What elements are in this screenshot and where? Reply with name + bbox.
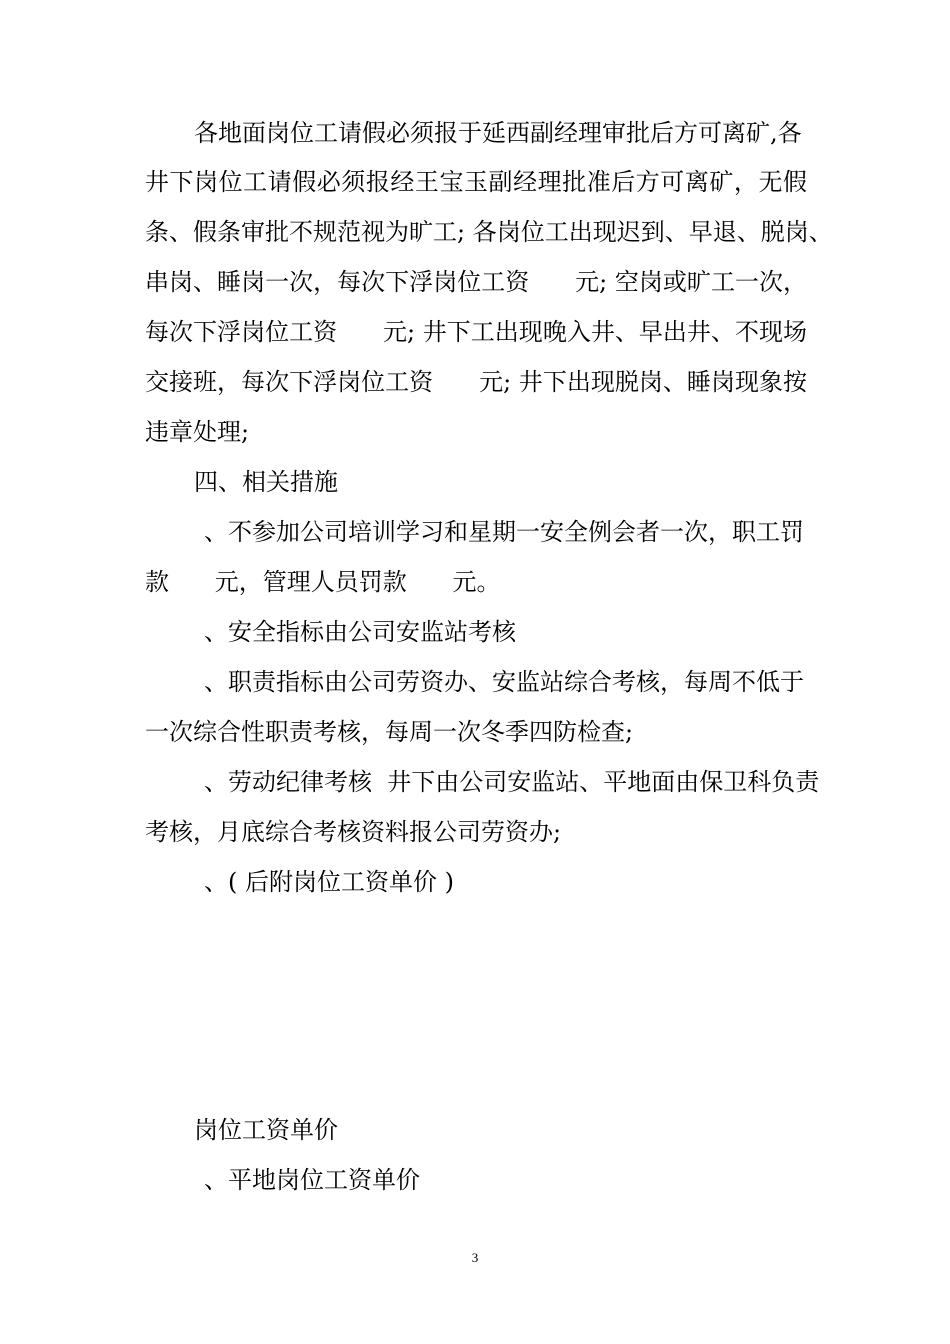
measure-2-line-1: 、安全指标由公司安监站考核 [204,618,516,646]
section-heading: 四、相关措施 [194,468,338,496]
measure-1-line-1: 、不参加公司培训学习和星期一安全例会者一次，职工罚 [204,518,804,546]
paragraph-line-6: 交接班，每次下浮岗位工资 元; 井下出现脱岗、睡岗现象按 [145,368,807,396]
paragraph-line-2: 井下岗位工请假必须报经王宝玉副经理批准后方可离矿，无假 [145,168,807,196]
paragraph-line-3: 条、假条审批不规范视为旷工; 各岗位工出现迟到、早退、脱岗、 [145,218,833,246]
measure-4-line-2: 考核，月底综合考核资料报公司劳资办; [145,818,562,846]
paragraph-line-4: 串岗、睡岗一次，每次下浮岗位工资 元; 空岗或旷工一次， [145,268,807,296]
wage-table-title: 岗位工资单价 [194,1116,338,1144]
measure-3-line-1: 、职责指标由公司劳资办、安监站综合考核，每周不低于 [204,668,804,696]
page-number: 3 [471,1250,479,1265]
paragraph-line-1: 各地面岗位工请假必须报于延西副经理审批后方可离矿,各 [194,119,802,147]
measure-3-line-2: 一次综合性职责考核，每周一次冬季四防检查; [145,718,634,746]
measure-4-line-1: 、劳动纪律考核 井下由公司安监站、平地面由保卫科负责 [204,768,820,796]
measure-1-line-2: 款 元，管理人员罚款 元。 [145,568,501,596]
wage-table-subtitle: 、平地岗位工资单价 [204,1166,420,1194]
paragraph-line-7: 违章处理; [145,418,250,446]
paragraph-line-5: 每次下浮岗位工资 元; 井下工出现晚入井、早出井、不现场 [145,318,807,346]
measure-5-line-1: 、( 后附岗位工资单价 ) [204,868,454,896]
